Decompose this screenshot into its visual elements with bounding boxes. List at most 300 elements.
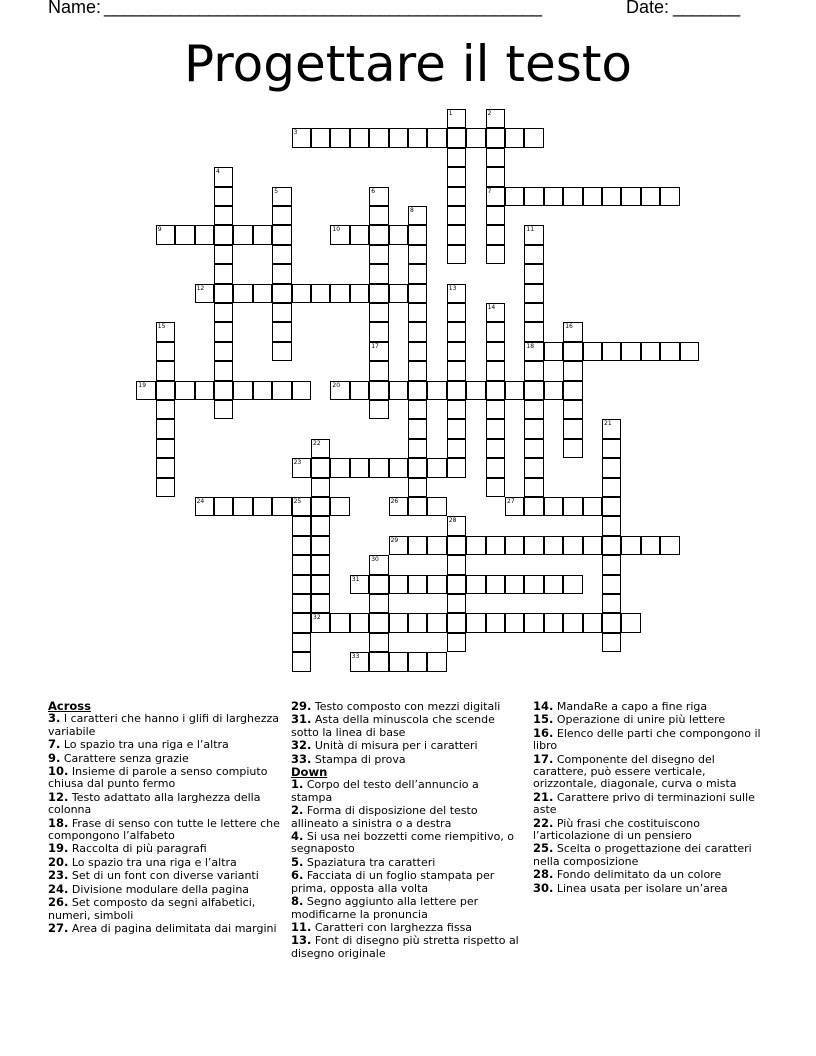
grid-cell[interactable] bbox=[486, 613, 505, 632]
grid-cell[interactable] bbox=[292, 652, 311, 671]
grid-cell[interactable] bbox=[544, 613, 563, 632]
grid-cell[interactable] bbox=[524, 536, 543, 555]
clue-item-number: 6. bbox=[291, 868, 304, 883]
clue-item-number: 25. bbox=[533, 841, 554, 856]
grid-cell[interactable] bbox=[233, 284, 252, 303]
grid-cell[interactable] bbox=[486, 361, 505, 380]
grid-cell[interactable] bbox=[369, 322, 388, 341]
grid-cell[interactable] bbox=[486, 148, 505, 167]
grid-cell[interactable] bbox=[447, 128, 466, 147]
grid-cell[interactable] bbox=[486, 575, 505, 594]
grid-cell[interactable] bbox=[563, 400, 582, 419]
grid-cell[interactable] bbox=[408, 264, 427, 283]
grid-cell[interactable] bbox=[156, 439, 175, 458]
grid-cell[interactable] bbox=[524, 400, 543, 419]
grid-cell[interactable] bbox=[350, 225, 369, 244]
name-input-line[interactable]: ______________________________________________ bbox=[104, 0, 542, 17]
grid-cell[interactable] bbox=[369, 381, 388, 400]
grid-cell[interactable] bbox=[408, 419, 427, 438]
grid-cell[interactable] bbox=[563, 497, 582, 516]
grid-cell[interactable] bbox=[350, 652, 369, 671]
grid-cell[interactable] bbox=[311, 613, 330, 632]
grid-cell[interactable] bbox=[292, 128, 311, 147]
grid-cell[interactable] bbox=[408, 284, 427, 303]
grid-cell[interactable] bbox=[369, 613, 388, 632]
grid-cell[interactable] bbox=[447, 613, 466, 632]
grid-cell[interactable] bbox=[369, 225, 388, 244]
grid-cell[interactable] bbox=[486, 303, 505, 322]
grid-cell[interactable] bbox=[350, 613, 369, 632]
grid-cell[interactable] bbox=[427, 575, 446, 594]
grid-cell[interactable] bbox=[427, 497, 446, 516]
grid-cell[interactable] bbox=[369, 342, 388, 361]
grid-cell[interactable] bbox=[369, 575, 388, 594]
grid-cell[interactable] bbox=[602, 497, 621, 516]
grid-cell[interactable] bbox=[330, 497, 349, 516]
grid-cell[interactable] bbox=[292, 594, 311, 613]
grid-cell[interactable] bbox=[369, 284, 388, 303]
grid-cell[interactable] bbox=[466, 381, 485, 400]
grid-cell[interactable] bbox=[389, 575, 408, 594]
grid-cell[interactable] bbox=[621, 536, 640, 555]
grid-cell[interactable] bbox=[408, 536, 427, 555]
grid-cell[interactable] bbox=[466, 536, 485, 555]
grid-cell[interactable] bbox=[563, 187, 582, 206]
clue-item-text: Spaziatura tra caratteri bbox=[303, 855, 436, 869]
grid-cell[interactable] bbox=[621, 342, 640, 361]
grid-cell[interactable] bbox=[563, 439, 582, 458]
grid-cell[interactable] bbox=[447, 439, 466, 458]
grid-cell[interactable] bbox=[408, 575, 427, 594]
grid-cell[interactable] bbox=[311, 478, 330, 497]
grid-cell[interactable] bbox=[408, 613, 427, 632]
grid-cell[interactable] bbox=[408, 206, 427, 225]
grid-cell[interactable] bbox=[195, 497, 214, 516]
grid-cell[interactable] bbox=[195, 284, 214, 303]
grid-cell[interactable] bbox=[214, 361, 233, 380]
clue-item-number: 21. bbox=[533, 789, 554, 804]
grid-cell[interactable] bbox=[505, 536, 524, 555]
grid-cell[interactable] bbox=[447, 555, 466, 574]
grid-cell[interactable] bbox=[233, 381, 252, 400]
grid-cell[interactable] bbox=[427, 458, 446, 477]
grid-cell[interactable] bbox=[486, 245, 505, 264]
grid-cell[interactable] bbox=[602, 575, 621, 594]
grid-cell[interactable] bbox=[524, 613, 543, 632]
grid-cell[interactable] bbox=[524, 575, 543, 594]
grid-cell[interactable] bbox=[408, 303, 427, 322]
grid-cell[interactable] bbox=[447, 284, 466, 303]
grid-cell[interactable] bbox=[486, 128, 505, 147]
grid-cell[interactable] bbox=[311, 575, 330, 594]
grid-cell[interactable] bbox=[253, 284, 272, 303]
grid-cell[interactable] bbox=[447, 148, 466, 167]
grid-cell[interactable] bbox=[621, 613, 640, 632]
grid-cell[interactable] bbox=[350, 284, 369, 303]
grid-cell[interactable] bbox=[408, 342, 427, 361]
grid-cell[interactable] bbox=[602, 419, 621, 438]
grid-cell[interactable] bbox=[408, 652, 427, 671]
grid-cell[interactable] bbox=[272, 497, 291, 516]
clue-item-text: Raccolta di più paragrafi bbox=[68, 842, 207, 856]
grid-cell[interactable] bbox=[214, 245, 233, 264]
grid-cell[interactable] bbox=[602, 516, 621, 535]
grid-cell[interactable] bbox=[214, 225, 233, 244]
grid-cell[interactable] bbox=[292, 555, 311, 574]
grid-cell[interactable] bbox=[427, 536, 446, 555]
grid-cell[interactable] bbox=[602, 458, 621, 477]
grid-cell[interactable] bbox=[408, 400, 427, 419]
grid-cell[interactable] bbox=[292, 284, 311, 303]
grid-cell[interactable] bbox=[292, 536, 311, 555]
grid-cell[interactable] bbox=[272, 245, 291, 264]
grid-cell[interactable] bbox=[524, 245, 543, 264]
grid-cell[interactable] bbox=[602, 594, 621, 613]
grid-cell[interactable] bbox=[272, 206, 291, 225]
grid-cell[interactable] bbox=[214, 264, 233, 283]
clue-item-text: Font di disegno più stretta rispetto al disegno originale bbox=[291, 934, 519, 960]
grid-cell[interactable] bbox=[583, 613, 602, 632]
grid-cell[interactable] bbox=[563, 361, 582, 380]
grid-cell[interactable] bbox=[563, 342, 582, 361]
grid-cell[interactable] bbox=[330, 613, 349, 632]
grid-cell[interactable] bbox=[311, 284, 330, 303]
grid-cell[interactable] bbox=[311, 536, 330, 555]
grid-cell[interactable] bbox=[583, 187, 602, 206]
grid-cell[interactable] bbox=[292, 516, 311, 535]
grid-cell[interactable] bbox=[505, 187, 524, 206]
grid-cell[interactable] bbox=[156, 322, 175, 341]
grid-cell[interactable] bbox=[447, 342, 466, 361]
grid-cell[interactable] bbox=[369, 400, 388, 419]
grid-cell[interactable] bbox=[311, 555, 330, 574]
grid-cell[interactable] bbox=[563, 575, 582, 594]
grid-cell[interactable] bbox=[214, 381, 233, 400]
grid-cell[interactable] bbox=[524, 361, 543, 380]
grid-cell[interactable] bbox=[369, 128, 388, 147]
grid-cell[interactable] bbox=[214, 167, 233, 186]
grid-cell[interactable] bbox=[214, 400, 233, 419]
grid-cell[interactable] bbox=[583, 497, 602, 516]
grid-cell[interactable] bbox=[447, 245, 466, 264]
grid-cell[interactable] bbox=[486, 419, 505, 438]
grid-cell[interactable] bbox=[408, 128, 427, 147]
grid-cell[interactable] bbox=[272, 264, 291, 283]
clue-item-number: 16. bbox=[533, 725, 554, 740]
grid-cell[interactable] bbox=[369, 458, 388, 477]
clue-number: 30 bbox=[371, 556, 379, 564]
grid-cell[interactable] bbox=[524, 458, 543, 477]
grid-cell[interactable] bbox=[563, 613, 582, 632]
grid-cell[interactable] bbox=[466, 575, 485, 594]
grid-cell[interactable] bbox=[214, 497, 233, 516]
grid-cell[interactable] bbox=[292, 575, 311, 594]
grid-cell[interactable] bbox=[311, 497, 330, 516]
grid-cell[interactable] bbox=[583, 536, 602, 555]
grid-cell[interactable] bbox=[330, 458, 349, 477]
grid-cell[interactable] bbox=[602, 536, 621, 555]
grid-cell[interactable] bbox=[544, 536, 563, 555]
grid-cell[interactable] bbox=[369, 652, 388, 671]
grid-cell[interactable] bbox=[330, 128, 349, 147]
grid-cell[interactable] bbox=[156, 342, 175, 361]
grid-cell[interactable] bbox=[408, 439, 427, 458]
grid-cell[interactable] bbox=[369, 206, 388, 225]
grid-cell[interactable] bbox=[330, 284, 349, 303]
grid-cell[interactable] bbox=[292, 458, 311, 477]
grid-cell[interactable] bbox=[602, 478, 621, 497]
grid-cell[interactable] bbox=[524, 439, 543, 458]
grid-cell[interactable] bbox=[311, 458, 330, 477]
grid-cell[interactable] bbox=[292, 633, 311, 652]
grid-cell[interactable] bbox=[156, 225, 175, 244]
grid-cell[interactable] bbox=[486, 322, 505, 341]
grid-cell[interactable] bbox=[195, 381, 214, 400]
grid-cell[interactable] bbox=[486, 206, 505, 225]
grid-cell[interactable] bbox=[447, 109, 466, 128]
grid-cell[interactable] bbox=[447, 633, 466, 652]
grid-cell[interactable] bbox=[447, 516, 466, 535]
grid-cell[interactable] bbox=[156, 381, 175, 400]
grid-cell[interactable] bbox=[544, 187, 563, 206]
grid-cell[interactable] bbox=[389, 497, 408, 516]
clue-number: 26 bbox=[390, 498, 399, 505]
grid-cell[interactable] bbox=[389, 381, 408, 400]
grid-cell[interactable] bbox=[680, 342, 699, 361]
grid-cell[interactable] bbox=[369, 264, 388, 283]
grid-cell[interactable] bbox=[369, 187, 388, 206]
grid-cell[interactable] bbox=[214, 187, 233, 206]
grid-cell[interactable] bbox=[408, 225, 427, 244]
grid-cell[interactable] bbox=[641, 342, 660, 361]
grid-cell[interactable] bbox=[602, 613, 621, 632]
grid-cell[interactable] bbox=[447, 361, 466, 380]
grid-cell[interactable] bbox=[524, 128, 543, 147]
grid-cell[interactable] bbox=[486, 109, 505, 128]
grid-cell[interactable] bbox=[505, 128, 524, 147]
grid-cell[interactable] bbox=[156, 478, 175, 497]
grid-cell[interactable] bbox=[486, 536, 505, 555]
grid-cell[interactable] bbox=[447, 594, 466, 613]
grid-cell[interactable] bbox=[486, 167, 505, 186]
grid-cell[interactable] bbox=[447, 303, 466, 322]
grid-cell[interactable] bbox=[447, 575, 466, 594]
grid-cell[interactable] bbox=[524, 419, 543, 438]
grid-cell[interactable] bbox=[330, 225, 349, 244]
grid-cell[interactable] bbox=[524, 264, 543, 283]
grid-cell[interactable] bbox=[311, 516, 330, 535]
grid-cell[interactable] bbox=[233, 497, 252, 516]
grid-cell[interactable] bbox=[408, 245, 427, 264]
grid-cell[interactable] bbox=[641, 536, 660, 555]
clue-item bbox=[291, 869, 523, 895]
grid-cell[interactable] bbox=[214, 303, 233, 322]
grid-cell[interactable] bbox=[544, 497, 563, 516]
grid-cell[interactable] bbox=[524, 303, 543, 322]
grid-cell[interactable] bbox=[272, 322, 291, 341]
grid-cell[interactable] bbox=[505, 575, 524, 594]
grid-cell[interactable] bbox=[486, 342, 505, 361]
grid-cell[interactable] bbox=[447, 400, 466, 419]
grid-cell[interactable] bbox=[544, 381, 563, 400]
grid-cell[interactable] bbox=[447, 381, 466, 400]
grid-cell[interactable] bbox=[427, 652, 446, 671]
grid-cell[interactable] bbox=[602, 555, 621, 574]
grid-cell[interactable] bbox=[389, 652, 408, 671]
grid-cell[interactable] bbox=[641, 187, 660, 206]
grid-cell[interactable] bbox=[389, 128, 408, 147]
grid-cell[interactable] bbox=[311, 594, 330, 613]
grid-cell[interactable] bbox=[369, 245, 388, 264]
grid-cell[interactable] bbox=[214, 322, 233, 341]
grid-cell[interactable] bbox=[524, 478, 543, 497]
grid-cell[interactable] bbox=[350, 128, 369, 147]
grid-cell[interactable] bbox=[214, 342, 233, 361]
grid-cell[interactable] bbox=[563, 381, 582, 400]
grid-cell[interactable] bbox=[447, 167, 466, 186]
date-label: Date: bbox=[626, 0, 670, 17]
clue-number: 8 bbox=[410, 207, 414, 214]
grid-cell[interactable] bbox=[447, 322, 466, 341]
grid-cell[interactable] bbox=[408, 361, 427, 380]
grid-cell[interactable] bbox=[156, 458, 175, 477]
grid-cell[interactable] bbox=[544, 342, 563, 361]
grid-cell[interactable] bbox=[427, 613, 446, 632]
grid-cell[interactable] bbox=[505, 613, 524, 632]
clue-item-text: Segno aggiunto alla lettere per modificarne la pronuncia bbox=[291, 895, 479, 921]
grid-cell[interactable] bbox=[427, 128, 446, 147]
grid-cell[interactable] bbox=[408, 458, 427, 477]
grid-cell[interactable] bbox=[524, 497, 543, 516]
grid-cell[interactable] bbox=[563, 419, 582, 438]
grid-cell[interactable] bbox=[505, 497, 524, 516]
grid-cell[interactable] bbox=[292, 381, 311, 400]
clue-number: 19 bbox=[138, 381, 147, 389]
grid-cell[interactable] bbox=[524, 187, 543, 206]
grid-cell[interactable] bbox=[524, 342, 543, 361]
grid-cell[interactable] bbox=[253, 225, 272, 244]
grid-cell[interactable] bbox=[369, 303, 388, 322]
grid-cell[interactable] bbox=[136, 381, 155, 400]
clue-number: 23 bbox=[293, 459, 302, 467]
grid-cell[interactable] bbox=[369, 594, 388, 613]
clue-item-number: 18. bbox=[48, 815, 69, 830]
grid-cell[interactable] bbox=[486, 478, 505, 497]
clue-item bbox=[291, 830, 523, 856]
grid-cell[interactable] bbox=[369, 633, 388, 652]
clue-number: 11 bbox=[526, 226, 535, 234]
grid-cell[interactable] bbox=[272, 381, 291, 400]
date-input-line[interactable]: _______ bbox=[673, 0, 740, 17]
grid-cell[interactable] bbox=[175, 225, 194, 244]
grid-cell[interactable] bbox=[486, 458, 505, 477]
grid-cell[interactable] bbox=[195, 225, 214, 244]
grid-cell[interactable] bbox=[389, 225, 408, 244]
grid-cell[interactable] bbox=[350, 381, 369, 400]
grid-cell[interactable] bbox=[505, 381, 524, 400]
grid-cell[interactable] bbox=[524, 381, 543, 400]
grid-cell[interactable] bbox=[175, 381, 194, 400]
grid-cell[interactable] bbox=[408, 322, 427, 341]
clue-item-number: 1. bbox=[291, 777, 304, 792]
grid-cell[interactable] bbox=[660, 536, 679, 555]
grid-cell[interactable] bbox=[408, 497, 427, 516]
grid-cell[interactable] bbox=[272, 187, 291, 206]
grid-cell[interactable] bbox=[524, 284, 543, 303]
grid-cell[interactable] bbox=[486, 225, 505, 244]
grid-cell[interactable] bbox=[156, 419, 175, 438]
grid-cell[interactable] bbox=[408, 381, 427, 400]
grid-cell[interactable] bbox=[369, 555, 388, 574]
grid-cell[interactable] bbox=[660, 187, 679, 206]
grid-cell[interactable] bbox=[253, 497, 272, 516]
grid-cell[interactable] bbox=[447, 458, 466, 477]
grid-cell[interactable] bbox=[602, 342, 621, 361]
grid-cell[interactable] bbox=[602, 633, 621, 652]
grid-cell[interactable] bbox=[389, 458, 408, 477]
grid-cell[interactable] bbox=[563, 536, 582, 555]
grid-cell[interactable] bbox=[486, 381, 505, 400]
clue-item-text: I caratteri che hanno i glifi di larghezza variabile bbox=[48, 712, 280, 738]
grid-cell[interactable] bbox=[389, 613, 408, 632]
grid-cell[interactable] bbox=[214, 284, 233, 303]
grid-cell[interactable] bbox=[621, 187, 640, 206]
grid-cell[interactable] bbox=[524, 322, 543, 341]
grid-cell[interactable] bbox=[389, 284, 408, 303]
grid-cell[interactable] bbox=[486, 439, 505, 458]
grid-cell[interactable] bbox=[408, 478, 427, 497]
grid-cell[interactable] bbox=[447, 536, 466, 555]
grid-cell[interactable] bbox=[311, 128, 330, 147]
grid-cell[interactable] bbox=[486, 187, 505, 206]
grid-cell[interactable] bbox=[156, 400, 175, 419]
grid-cell[interactable] bbox=[272, 342, 291, 361]
grid-cell[interactable] bbox=[602, 187, 621, 206]
grid-cell[interactable] bbox=[233, 225, 252, 244]
clue-column-3 bbox=[533, 700, 769, 895]
grid-cell[interactable] bbox=[292, 613, 311, 632]
grid-cell[interactable] bbox=[447, 419, 466, 438]
grid-cell[interactable] bbox=[466, 613, 485, 632]
grid-cell[interactable] bbox=[330, 381, 349, 400]
grid-cell[interactable] bbox=[466, 128, 485, 147]
grid-cell[interactable] bbox=[272, 225, 291, 244]
grid-cell[interactable] bbox=[447, 187, 466, 206]
grid-cell[interactable] bbox=[447, 225, 466, 244]
grid-cell[interactable] bbox=[447, 206, 466, 225]
grid-cell[interactable] bbox=[544, 575, 563, 594]
grid-cell[interactable] bbox=[389, 536, 408, 555]
grid-cell[interactable] bbox=[524, 225, 543, 244]
grid-cell[interactable] bbox=[660, 342, 679, 361]
grid-cell[interactable] bbox=[486, 400, 505, 419]
grid-cell[interactable] bbox=[156, 361, 175, 380]
grid-cell[interactable] bbox=[583, 342, 602, 361]
grid-cell[interactable] bbox=[427, 381, 446, 400]
grid-cell[interactable] bbox=[350, 575, 369, 594]
clue-item bbox=[48, 922, 284, 935]
grid-cell[interactable] bbox=[292, 497, 311, 516]
grid-cell[interactable] bbox=[272, 284, 291, 303]
grid-cell[interactable] bbox=[350, 458, 369, 477]
grid-cell[interactable] bbox=[311, 439, 330, 458]
grid-cell[interactable] bbox=[272, 303, 291, 322]
grid-cell[interactable] bbox=[369, 361, 388, 380]
grid-cell[interactable] bbox=[563, 322, 582, 341]
grid-cell[interactable] bbox=[602, 439, 621, 458]
grid-cell[interactable] bbox=[253, 381, 272, 400]
grid-cell[interactable] bbox=[214, 206, 233, 225]
